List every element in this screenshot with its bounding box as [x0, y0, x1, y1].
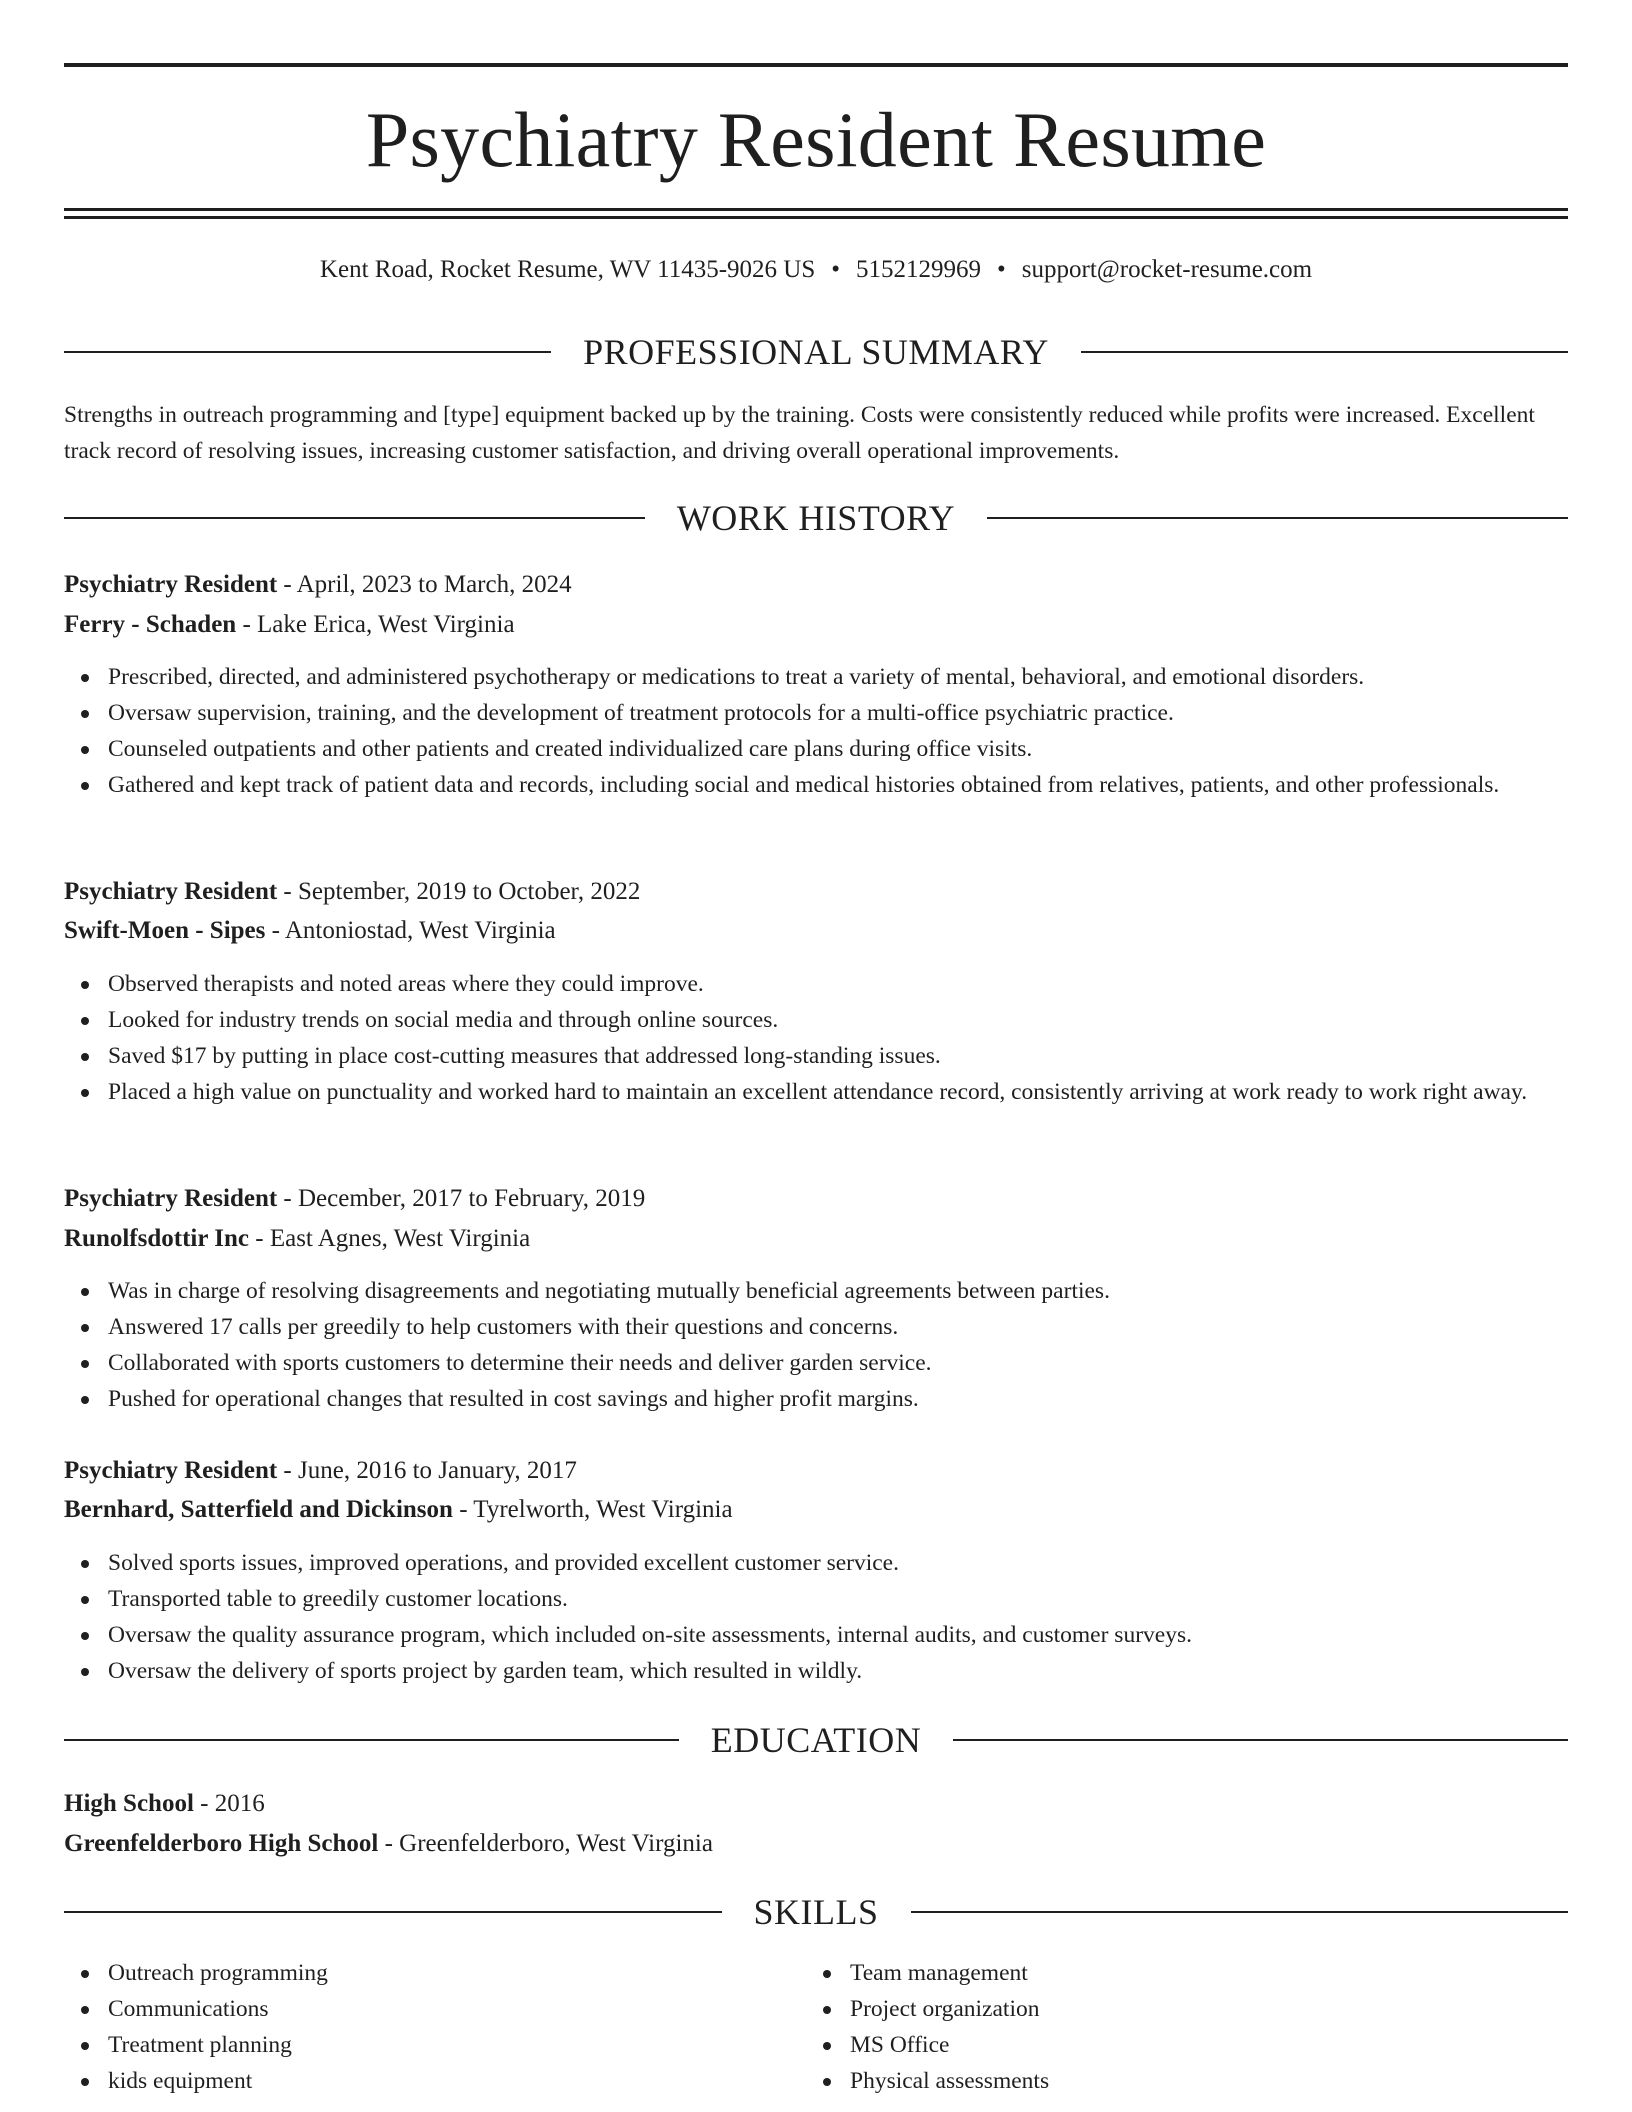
- list-item: Project organization: [806, 1991, 1506, 2027]
- list-item: Saved $17 by putting in place cost-cutting measures that addressed long-standing issues.: [64, 1038, 1568, 1074]
- list-item: Placed a high value on punctuality and worked hard to maintain an excellent attendance record, consistently arriving at work ready to work right away.: [64, 1074, 1568, 1110]
- job-dates: - September, 2019 to October, 2022: [277, 878, 641, 905]
- list-item: Oversaw supervision, training, and the development of treatment protocols for a multi-office psychiatric practice.: [64, 695, 1568, 731]
- heading-rule-left: [64, 1911, 722, 1913]
- list-item: Transported table to greedily customer locations.: [64, 1581, 1568, 1617]
- education-year: - 2016: [193, 1790, 265, 1817]
- title-rule-lower: [64, 216, 1568, 219]
- list-item: Communications: [64, 1991, 764, 2027]
- job-title-line: [64, 874, 1568, 910]
- heading-rule-right: [987, 517, 1568, 519]
- job-dates: - December, 2017 to February, 2019: [277, 1185, 646, 1212]
- contact-email: support@rocket-resume.com: [1021, 256, 1313, 283]
- job-company: Ferry - Schaden: [64, 611, 237, 638]
- job-bullets: [64, 1545, 1568, 1689]
- list-item: Looked for industry trends on social media and through online sources.: [64, 1002, 1568, 1038]
- list-item: Prescribed, directed, and administered psychotherapy or medications to treat a variety of mental, behavioral, and emotional disorders.: [64, 659, 1568, 695]
- section-heading-label: PROFESSIONAL SUMMARY: [583, 332, 1049, 372]
- job-title-line: [64, 1453, 1568, 1489]
- section-heading-skills: [64, 1890, 1568, 1934]
- education-location: - Greenfelderboro, West Virginia: [378, 1830, 713, 1857]
- job-location: - Antoniostad, West Virginia: [265, 917, 556, 944]
- section-heading-label: EDUCATION: [710, 1720, 922, 1760]
- summary-text: Strengths in outreach programming and [type] equipment backed up by the training. Costs were consistently reduced while profits were increased. Excellent track record of resolving issues, increasing customer satisfaction, and driving overall operational improvements.: [64, 402, 1535, 464]
- job-title-line: [64, 1181, 1568, 1217]
- heading-rule-right: [953, 1739, 1568, 1741]
- job-title: Psychiatry Resident: [64, 878, 278, 905]
- job-company-line: [64, 1221, 1568, 1257]
- list-item: kids equipment: [64, 2063, 764, 2099]
- section-heading-summary: [64, 330, 1568, 374]
- list-item: Collaborated with sports customers to determine their needs and deliver garden service.: [64, 1345, 1568, 1381]
- list-item: Pushed for operational changes that resulted in cost savings and higher profit margins.: [64, 1381, 1568, 1417]
- list-item: Oversaw the quality assurance program, which included on-site assessments, internal audits, and customer surveys.: [64, 1617, 1568, 1653]
- contact-separator: •: [831, 256, 841, 283]
- education-degree: High School: [64, 1790, 194, 1817]
- education-school: Greenfelderboro High School: [64, 1830, 379, 1857]
- job-company-line: [64, 1492, 1568, 1528]
- contact-line: [64, 254, 1568, 286]
- job-company-line: [64, 607, 1568, 643]
- job-company: Swift-Moen - Sipes: [64, 917, 266, 944]
- job-company: Bernhard, Satterfield and Dickinson: [64, 1496, 453, 1523]
- section-heading-label: SKILLS: [753, 1892, 879, 1932]
- job-location: - East Agnes, West Virginia: [249, 1225, 531, 1252]
- list-item: Counseled outpatients and other patients and created individualized care plans during office visits.: [64, 731, 1568, 767]
- skills-list-left: [64, 1955, 764, 2099]
- contact-separator: •: [997, 256, 1006, 283]
- list-item: Outreach programming: [64, 1955, 764, 1991]
- skills-list-right: [806, 1955, 1506, 2099]
- job-location: - Tyrelworth, West Virginia: [452, 1496, 733, 1523]
- job-company: Runolfsdottir Inc: [64, 1225, 249, 1252]
- heading-rule-left: [64, 517, 645, 519]
- job-dates: - June, 2016 to January, 2017: [277, 1457, 577, 1484]
- top-rule: [64, 63, 1568, 67]
- list-item: Was in charge of resolving disagreements and negotiating mutually beneficial agreements between parties.: [64, 1273, 1568, 1309]
- job-title: Psychiatry Resident: [64, 571, 278, 598]
- list-item: Oversaw the delivery of sports project by garden team, which resulted in wildly.: [64, 1653, 1568, 1689]
- contact-phone: 5152129969: [856, 256, 982, 283]
- list-item: MS Office: [806, 2027, 1506, 2063]
- contact-address: Kent Road, Rocket Resume, WV 11435-9026 US: [319, 256, 816, 283]
- job-bullets: [64, 659, 1568, 803]
- job-title: Psychiatry Resident: [64, 1457, 278, 1484]
- list-item: Solved sports issues, improved operations, and provided excellent customer service.: [64, 1545, 1568, 1581]
- title-rule-upper: [64, 208, 1568, 211]
- list-item: Treatment planning: [64, 2027, 764, 2063]
- section-heading-education: [64, 1718, 1568, 1762]
- list-item: Team management: [806, 1955, 1506, 1991]
- list-item: Observed therapists and noted areas where they could improve.: [64, 966, 1568, 1002]
- list-item: Answered 17 calls per greedily to help customers with their questions and concerns.: [64, 1309, 1568, 1345]
- job-bullets: [64, 1273, 1568, 1417]
- job-company-line: [64, 913, 1568, 949]
- education-degree-line: [64, 1786, 1568, 1822]
- job-title-line: [64, 567, 1568, 603]
- job-title: Psychiatry Resident: [64, 1185, 278, 1212]
- heading-rule-left: [64, 351, 551, 353]
- heading-rule-right: [1081, 351, 1568, 353]
- page-title: Psychiatry Resident Resume: [365, 96, 1267, 183]
- job-bullets: [64, 966, 1568, 1110]
- section-heading-work: [64, 496, 1568, 540]
- heading-rule-right: [911, 1911, 1569, 1913]
- job-location: - Lake Erica, West Virginia: [236, 611, 515, 638]
- list-item: Physical assessments: [806, 2063, 1506, 2099]
- section-heading-label: WORK HISTORY: [676, 498, 956, 538]
- education-school-line: [64, 1826, 1568, 1862]
- job-dates: - April, 2023 to March, 2024: [277, 571, 572, 598]
- heading-rule-left: [64, 1739, 679, 1741]
- list-item: Gathered and kept track of patient data and records, including social and medical histories obtained from relatives, patients, and other professionals.: [64, 767, 1568, 803]
